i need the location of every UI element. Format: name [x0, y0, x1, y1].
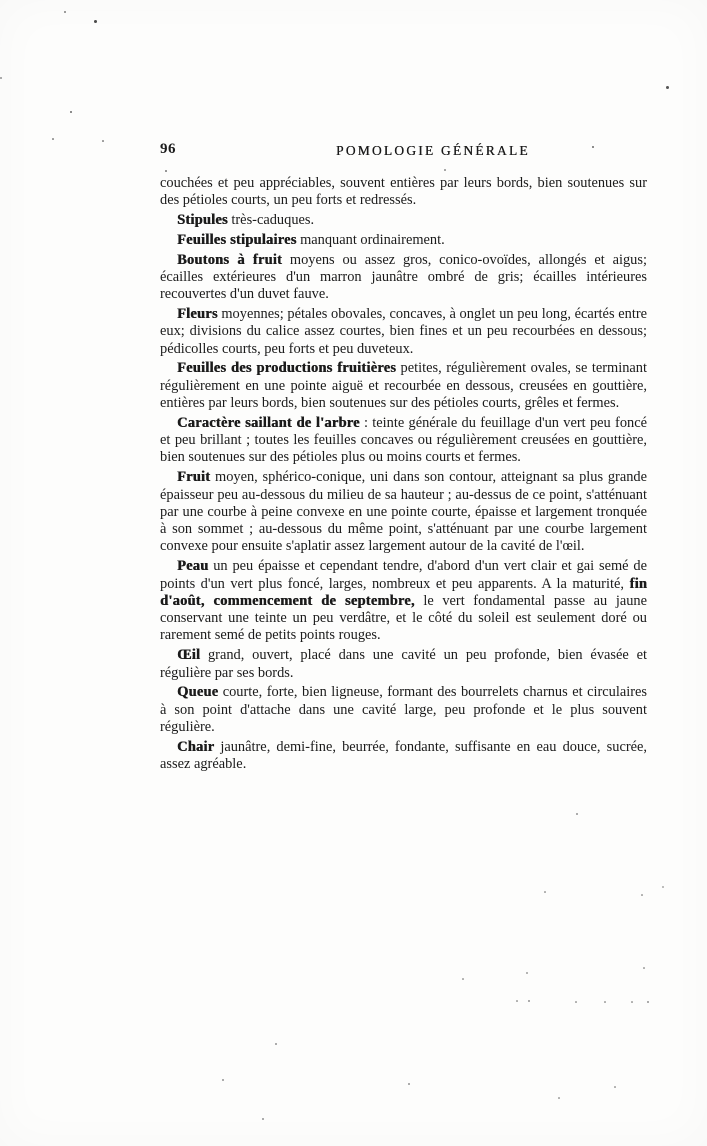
headword: Stipules: [177, 212, 228, 229]
text-run: : teinte générale du feuillage d'un vert peu foncé et peu brillant ; toutes les feuilles concaves ou régulièrement creusées en gouttière, bien soutenues sur des pétioles plus ou moins courts et fermes.: [160, 414, 647, 466]
scan-speck: [662, 886, 664, 888]
text-run: moyens ou assez gros, conico-ovoïdes, allongés et aigus; écailles extérieures d'un marron jaunâtre ombré de gris; écailles intérieures recouvertes d'un duvet fauve.: [160, 251, 647, 303]
headword: Peau: [177, 558, 209, 575]
running-title: POMOLOGIE GÉNÉRALE: [336, 143, 530, 158]
scan-speck: [558, 1097, 560, 1099]
text-run: manquant ordinairement.: [296, 231, 445, 248]
scan-speck: [643, 967, 645, 969]
headword: Chair: [177, 738, 215, 755]
headword: Feuilles stipulaires: [177, 231, 297, 248]
scan-speck: [52, 138, 54, 140]
headword: Boutons à fruit: [177, 251, 283, 268]
scan-speck: [614, 1086, 616, 1088]
scan-speck: [528, 1000, 530, 1002]
scan-speck: [462, 978, 464, 980]
paragraph-continuation: [160, 175, 647, 210]
scan-speck: [275, 1043, 277, 1045]
paragraph-chair: [160, 739, 647, 774]
text-run: courte, forte, bien ligneuse, formant des bourrelets charnus et circulaires à son point d'attache dans une cavité large, peu profonde et le plus souvent régulière.: [160, 684, 647, 735]
headword: Queue: [177, 684, 219, 701]
text-run: couchées et peu appréciables, souvent entières par leurs bords, bien soutenues sur des pétioles courts, un peu forts et redressés.: [160, 175, 647, 209]
text-run: petites, régulièrement ovales, se terminant régulièrement en une pointe aiguë et recourbée en dessous, creusées en gouttière, entières par leurs bords, bien soutenues sur des pétioles courts, grêles et fermes.: [160, 360, 647, 412]
paragraph-fleurs: [160, 306, 647, 358]
text-run: moyen, sphérico-conique, uni dans son contour, atteignant sa plus grande épaisseur peu au-dessous du milieu de sa hauteur ; au-dessus de ce point, s'atténuant par une courbe à peine convexe en une pointe courte, épaisse et largement tronquée à son sommet ; au-dessous du même point, s'atténuant par une courbe largement convexe pour ensuite s'aplatir assez largement autour de la cavité de l'œil.: [160, 469, 647, 555]
scan-speck: [262, 1118, 264, 1120]
text-run: grand, ouvert, placé dans une cavité un peu profonde, bien évasée et régulière par ses bords.: [160, 647, 647, 681]
scan-speck: [666, 86, 669, 89]
scan-speck: [408, 1083, 410, 1085]
scan-speck: [94, 20, 97, 23]
scan-speck: [575, 1001, 577, 1003]
scan-speck: [544, 891, 546, 893]
paragraph-fruit: [160, 469, 647, 555]
scan-speck: [516, 1000, 518, 1002]
scan-speck: [102, 140, 104, 142]
paragraph-peau: [160, 558, 647, 644]
text-run: un peu épaisse et cependant tendre, d'abord d'un vert clair et gai semé de points d'un vert plus foncé, larges, nombreux et peu apparents. A la maturité,: [160, 558, 647, 592]
scan-speck: [647, 1001, 649, 1003]
text-run: jaunâtre, demi-fine, beurrée, fondante, suffisante en eau douce, sucrée, assez agréable.: [160, 738, 647, 772]
paragraph-boutons-a-fruit: [160, 252, 647, 304]
headword: Fleurs: [177, 306, 218, 323]
paragraph-feuilles-stipulaires: [160, 232, 647, 249]
headword: Caractère saillant de l'arbre: [177, 414, 360, 431]
paragraph-queue: [160, 684, 647, 736]
scan-speck: [604, 1001, 606, 1003]
text-run: très-caduques.: [227, 212, 315, 229]
text-run: le vert fondamental passe au jaune conservant une teinte un peu verdâtre, et le côté du soleil est seulement doré ou rarement semé de petits points rouges.: [160, 592, 648, 644]
scan-speck: [631, 1001, 633, 1003]
text-run: moyennes; pétales obovales, concaves, à onglet un peu long, écartés entre eux; divisions du calice assez courtes, bien fines et un peu recourbées en dessous; pédicolles courts, peu forts et peu duveteux.: [160, 306, 647, 357]
headword: Feuilles des productions fruitières: [177, 360, 397, 377]
scan-speck: [165, 170, 167, 172]
paragraph-caractere-saillant: [160, 415, 647, 467]
scan-speck: [592, 146, 594, 148]
paragraph-feuilles-productions-fruitieres: [160, 360, 647, 412]
scan-speck: [641, 894, 643, 896]
scan-speck: [526, 972, 528, 974]
paragraph-oeil: [160, 647, 647, 682]
scan-speck: [576, 813, 578, 815]
page-number: 96: [160, 141, 176, 157]
scan-speck: [222, 1079, 224, 1081]
headword: Œil: [177, 647, 201, 664]
headword: fin d'août, commencement de septembre,: [160, 575, 647, 609]
scan-speck: [0, 77, 2, 79]
scan-speck: [64, 11, 66, 13]
paragraph-stipules: [160, 212, 647, 229]
scan-speck: [444, 169, 446, 171]
headword: Fruit: [177, 469, 211, 486]
scan-speck: [70, 111, 72, 113]
page-body-text: [160, 175, 647, 776]
